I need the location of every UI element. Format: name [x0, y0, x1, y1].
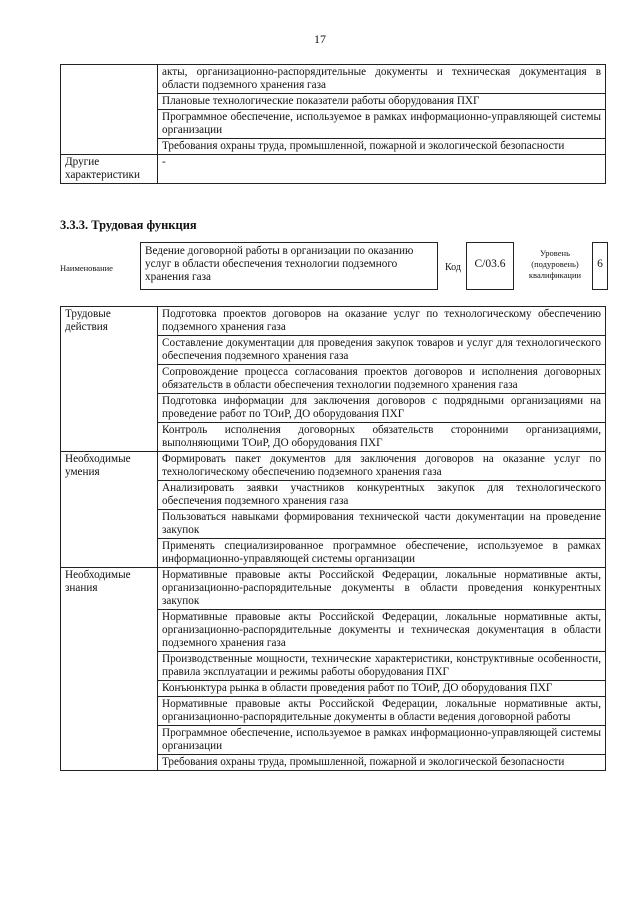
section-heading: 3.3.3. Трудовая функция [60, 218, 197, 232]
required-skills-label: Необходимые умения [61, 452, 158, 568]
level-value-box: 6 [592, 242, 608, 290]
required-knowledge-label: Необходимые знания [61, 568, 158, 771]
labor-actions-label: Трудовые действия [61, 307, 158, 452]
name-caption: Наименование [60, 263, 113, 273]
table-cell: Плановые технологические показатели работы оборудования ПХГ [158, 94, 606, 110]
table-cell: Контроль исполнения договорных обязательств сторонними организациями, выполняющими ТОиР, ДО оборудования ПХГ [158, 423, 606, 452]
labor-function-table [60, 306, 606, 771]
function-name-box: Ведение договорной работы в организации по оказанию услуг в области обеспечения технологии подземного хранения газа [140, 242, 438, 290]
page-number: 17 [314, 32, 326, 46]
table-cell: Нормативные правовые акты Российской Федерации, локальные нормативные акты, организационно-распорядительные документы в области ведения договорной работы [158, 697, 606, 726]
table-cell: Программное обеспечение, используемое в рамках информационно-управляющей системы организации [158, 726, 606, 755]
table-cell: Производственные мощности, технические характеристики, конструктивные особенности, правила эксплуатации и режимы работы оборудования ПХГ [158, 652, 606, 681]
table-cell: Составление документации для проведения закупок товаров и услуг для технологического обеспечения подземного хранения газа [158, 336, 606, 365]
table-row [61, 307, 606, 336]
function-header [60, 242, 610, 292]
table-cell: Анализировать заявки участников конкурентных закупок для технологического обеспечения подземного хранения газа [158, 481, 606, 510]
table-cell: акты, организационно-распорядительные документы и техническая документация в области подземного хранения газа [158, 65, 606, 94]
other-characteristics-value: - [158, 155, 606, 184]
code-caption: Код [445, 262, 461, 273]
table-cell: Конъюнктура рынка в области проведения работ по ТОиР, ДО оборудования ПХГ [158, 681, 606, 697]
table-cell: Формировать пакет документов для заключения договоров на оказание услуг по технологическому обеспечению подземного хранения газа [158, 452, 606, 481]
table-cell: Применять специализированное программное обеспечение, используемое в рамках информационно-управляющей системы организации [158, 539, 606, 568]
table-cell: Сопровождение процесса согласования проектов договоров и исполнения договорных обязательств в области обеспечения технологии подземного хранения газа [158, 365, 606, 394]
code-value-box: С/03.6 [466, 242, 514, 290]
table-cell: Нормативные правовые акты Российской Федерации, локальные нормативные акты, организационно-распорядительные документы в области проведения конкурентных закупок [158, 568, 606, 610]
table-row [61, 452, 606, 481]
continued-knowledge-table [60, 64, 606, 184]
table-row [61, 568, 606, 610]
level-caption: Уровень (подуровень) квалификации [528, 248, 582, 280]
other-characteristics-label: Другие характеристики [61, 155, 158, 184]
table-cell: Требования охраны труда, промышленной, пожарной и экологической безопасности [158, 139, 606, 155]
table-row [61, 65, 606, 94]
table-cell: Программное обеспечение, используемое в рамках информационно-управляющей системы организации [158, 110, 606, 139]
empty-label-cell [61, 65, 158, 155]
table-row [61, 155, 606, 184]
table-cell: Пользоваться навыками формирования технической части документации на проведение закупок [158, 510, 606, 539]
table-cell: Нормативные правовые акты Российской Федерации, локальные нормативные акты, организационно-распорядительные документы и техническая документация в области подземного хранения газа [158, 610, 606, 652]
table-cell: Требования охраны труда, промышленной, пожарной и экологической безопасности [158, 755, 606, 771]
table-cell: Подготовка проектов договоров на оказание услуг по технологическому обеспечению подземного хранения газа [158, 307, 606, 336]
table-cell: Подготовка информации для заключения договоров с подрядными организациями на проведение работ по ТОиР, ДО оборудования ПХГ [158, 394, 606, 423]
